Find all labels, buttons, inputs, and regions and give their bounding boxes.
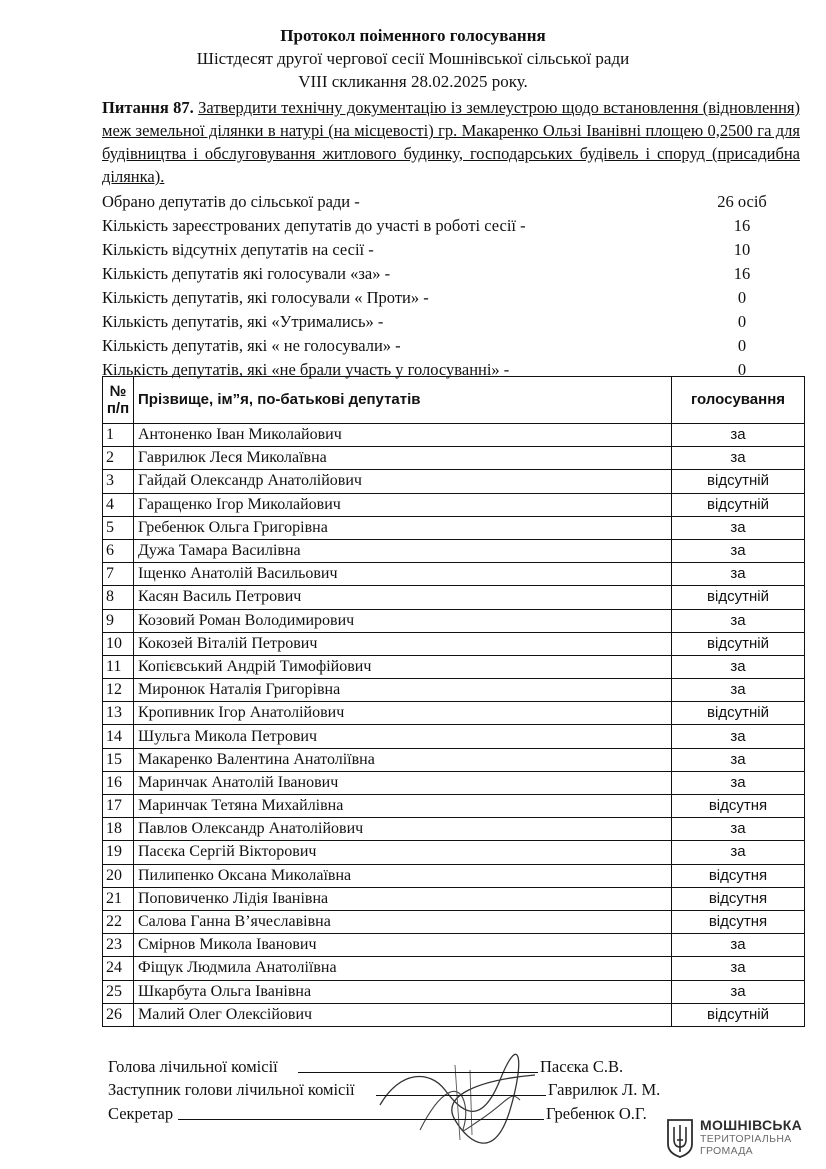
question-number: Питання 87.: [102, 98, 194, 117]
deputy-name: Миронюк Наталія Григорівна: [134, 679, 672, 702]
deputy-name: Гаращенко Ігор Миколайович: [134, 493, 672, 516]
deputy-name: Маринчак Тетяна Михайлівна: [134, 795, 672, 818]
vote-result: відсутній: [672, 470, 805, 493]
row-number: 13: [103, 702, 134, 725]
table-row: [103, 539, 805, 562]
stat-row: [102, 334, 802, 358]
stat-label: Обрано депутатів до сільської ради -: [102, 192, 360, 211]
table-row: [103, 679, 805, 702]
row-number: 14: [103, 725, 134, 748]
signature-line: [298, 1056, 538, 1073]
header-name: Прізвище, ім”я, по-батькові депутатів: [134, 377, 672, 424]
row-number: 2: [103, 447, 134, 470]
deputy-name: Антоненко Іван Миколайович: [134, 424, 672, 447]
header-number: [103, 377, 134, 424]
stat-label: Кількість депутатів які голосували «за» -: [102, 264, 391, 283]
vote-result: за: [672, 447, 805, 470]
stat-row: [102, 310, 802, 334]
vote-result: за: [672, 771, 805, 794]
row-number: 4: [103, 493, 134, 516]
vote-result: за: [672, 748, 805, 771]
table-row: [103, 957, 805, 980]
row-number: 10: [103, 632, 134, 655]
row-number: 9: [103, 609, 134, 632]
vote-result: за: [672, 539, 805, 562]
stat-label: Кількість депутатів, які « не голосували» -: [102, 336, 401, 355]
signature-person: Пасєка С.В.: [540, 1057, 624, 1076]
header-vote: голосування: [672, 377, 805, 424]
deputy-name: Копієвський Андрій Тимофійович: [134, 655, 672, 678]
stat-value: 10: [733, 240, 751, 259]
row-number: 25: [103, 980, 134, 1003]
row-number: 12: [103, 679, 134, 702]
stat-row: [102, 286, 802, 310]
table-header-row: [103, 377, 805, 424]
deputy-name: Пасєка Сергій Вікторович: [134, 841, 672, 864]
vote-result: за: [672, 841, 805, 864]
deputy-name: Салова Ганна В’ячеславівна: [134, 910, 672, 933]
table-row: [103, 516, 805, 539]
row-number: 5: [103, 516, 134, 539]
stat-row: [102, 190, 802, 214]
table-row: [103, 818, 805, 841]
vote-result: відсутній: [672, 1003, 805, 1026]
vote-result: відсутній: [672, 586, 805, 609]
logo-line-3: ГРОМАДА: [700, 1145, 753, 1157]
signature-role: Заступник голови лічильної комісії: [108, 1080, 355, 1099]
vote-result: за: [672, 818, 805, 841]
deputy-name: Кокозей Віталій Петрович: [134, 632, 672, 655]
vote-result: за: [672, 424, 805, 447]
table-row: [103, 841, 805, 864]
stat-value: 16: [733, 264, 751, 283]
signature-person: Гаврилюк Л. М.: [548, 1080, 661, 1099]
vote-result: відсутня: [672, 864, 805, 887]
vote-result: за: [672, 934, 805, 957]
signature-role: Голова лічильної комісії: [108, 1057, 278, 1076]
header-number-abbr: п/п: [106, 400, 130, 417]
vote-result: за: [672, 516, 805, 539]
table-row: [103, 447, 805, 470]
convocation-date-line: VIII скликання 28.02.2025 року.: [298, 72, 528, 91]
row-number: 15: [103, 748, 134, 771]
stat-value: 0: [737, 336, 747, 355]
row-number: 24: [103, 957, 134, 980]
deputy-name: Гребенюк Ольга Григорівна: [134, 516, 672, 539]
table-row: [103, 470, 805, 493]
vote-result: за: [672, 655, 805, 678]
question-block: [102, 96, 800, 188]
signature-line: [178, 1103, 544, 1120]
row-number: 8: [103, 586, 134, 609]
deputy-name: Козовий Роман Володимирович: [134, 609, 672, 632]
table-row: [103, 748, 805, 771]
row-number: 17: [103, 795, 134, 818]
vote-result: відсутня: [672, 887, 805, 910]
table-row: [103, 493, 805, 516]
vote-result: за: [672, 957, 805, 980]
table-row: [103, 424, 805, 447]
voting-statistics: [102, 190, 802, 382]
deputy-name: Кропивник Ігор Анатолійович: [134, 702, 672, 725]
deputy-name: Шульга Микола Петрович: [134, 725, 672, 748]
signature-role: Секретар: [108, 1104, 174, 1123]
table-row: [103, 934, 805, 957]
stat-label: Кількість депутатів, які голосували « Проти» -: [102, 288, 429, 307]
vote-result: відсутня: [672, 910, 805, 933]
deputy-name: Касян Василь Петрович: [134, 586, 672, 609]
deputy-name: Смірнов Микола Іванович: [134, 934, 672, 957]
community-logo: [666, 1115, 816, 1161]
deputy-name: Маринчак Анатолій Іванович: [134, 771, 672, 794]
stat-value: 0: [737, 360, 747, 379]
row-number: 18: [103, 818, 134, 841]
stat-label: Кількість зареєстрованих депутатів до участі в роботі сесії -: [102, 216, 526, 235]
question-text: Затвердити технічну документацію із землеустрою щодо встановлення (відновлення) меж земельної ділянки в натурі (на місцевості) гр. Макаренко Ользі Іванівні площею 0,2500 га для будівництва і обслуговування житлового будинку, господарських будівель і споруд (присадибна ділянка).: [102, 98, 801, 186]
row-number: 11: [103, 655, 134, 678]
deputy-name: Малий Олег Олексійович: [134, 1003, 672, 1026]
row-number: 6: [103, 539, 134, 562]
vote-result: за: [672, 609, 805, 632]
vote-result: за: [672, 725, 805, 748]
row-number: 1: [103, 424, 134, 447]
row-number: 16: [103, 771, 134, 794]
deputy-name: Фіщук Людмила Анатоліївна: [134, 957, 672, 980]
stat-row: [102, 238, 802, 262]
table-row: [103, 771, 805, 794]
stat-value: 0: [737, 288, 747, 307]
row-number: 19: [103, 841, 134, 864]
table-row: [103, 725, 805, 748]
vote-result: відсутній: [672, 493, 805, 516]
deputy-name: Пилипенко Оксана Миколаївна: [134, 864, 672, 887]
stat-value: 26 осіб: [717, 192, 767, 211]
document-title: Протокол поіменного голосування: [280, 26, 546, 45]
deputy-name: Іщенко Анатолій Васильович: [134, 563, 672, 586]
header-number-sign: №: [109, 383, 127, 400]
vote-result: за: [672, 679, 805, 702]
stat-value: 16: [733, 216, 751, 235]
session-line: Шістдесят другої чергової сесії Мошнівської сільської ради: [196, 49, 630, 68]
vote-result: відсутня: [672, 795, 805, 818]
deputy-name: Поповиченко Лідія Іванівна: [134, 887, 672, 910]
logo-line-1: МОШНІВСЬКА: [700, 1117, 803, 1133]
row-number: 3: [103, 470, 134, 493]
table-row: [103, 1003, 805, 1026]
vote-result: відсутній: [672, 632, 805, 655]
table-row: [103, 655, 805, 678]
row-number: 26: [103, 1003, 134, 1026]
stat-label: Кількість депутатів, які «не брали участь у голосуванні» -: [102, 360, 510, 379]
deputy-name: Гаврилюк Леся Миколаївна: [134, 447, 672, 470]
table-row: [103, 702, 805, 725]
row-number: 20: [103, 864, 134, 887]
deputy-name: Дужа Тамара Василівна: [134, 539, 672, 562]
signature-person: Гребенюк О.Г.: [546, 1104, 647, 1123]
table-row: [103, 609, 805, 632]
stat-label: Кількість депутатів, які «Утримались» -: [102, 312, 384, 331]
vote-result: за: [672, 563, 805, 586]
row-number: 7: [103, 563, 134, 586]
stat-row: [102, 262, 802, 286]
vote-result: за: [672, 980, 805, 1003]
table-row: [103, 586, 805, 609]
table-row: [103, 632, 805, 655]
table-row: [103, 910, 805, 933]
logo-line-2: ТЕРИТОРІАЛЬНА: [700, 1133, 792, 1145]
row-number: 22: [103, 910, 134, 933]
signature-line: [376, 1079, 546, 1096]
stat-value: 0: [737, 312, 747, 331]
table-row: [103, 980, 805, 1003]
table-row: [103, 795, 805, 818]
stat-row: [102, 214, 802, 238]
roll-call-table: [102, 376, 805, 1027]
vote-result: відсутній: [672, 702, 805, 725]
deputy-name: Макаренко Валентина Анатоліївна: [134, 748, 672, 771]
row-number: 21: [103, 887, 134, 910]
deputy-name: Гайдай Олександр Анатолійович: [134, 470, 672, 493]
table-row: [103, 887, 805, 910]
table-row: [103, 563, 805, 586]
table-row: [103, 864, 805, 887]
deputy-name: Шкарбута Ольга Іванівна: [134, 980, 672, 1003]
deputy-name: Павлов Олександр Анатолійович: [134, 818, 672, 841]
trident-coat-of-arms-icon: [666, 1118, 694, 1158]
row-number: 23: [103, 934, 134, 957]
stat-label: Кількість відсутніх депутатів на сесії -: [102, 240, 374, 259]
